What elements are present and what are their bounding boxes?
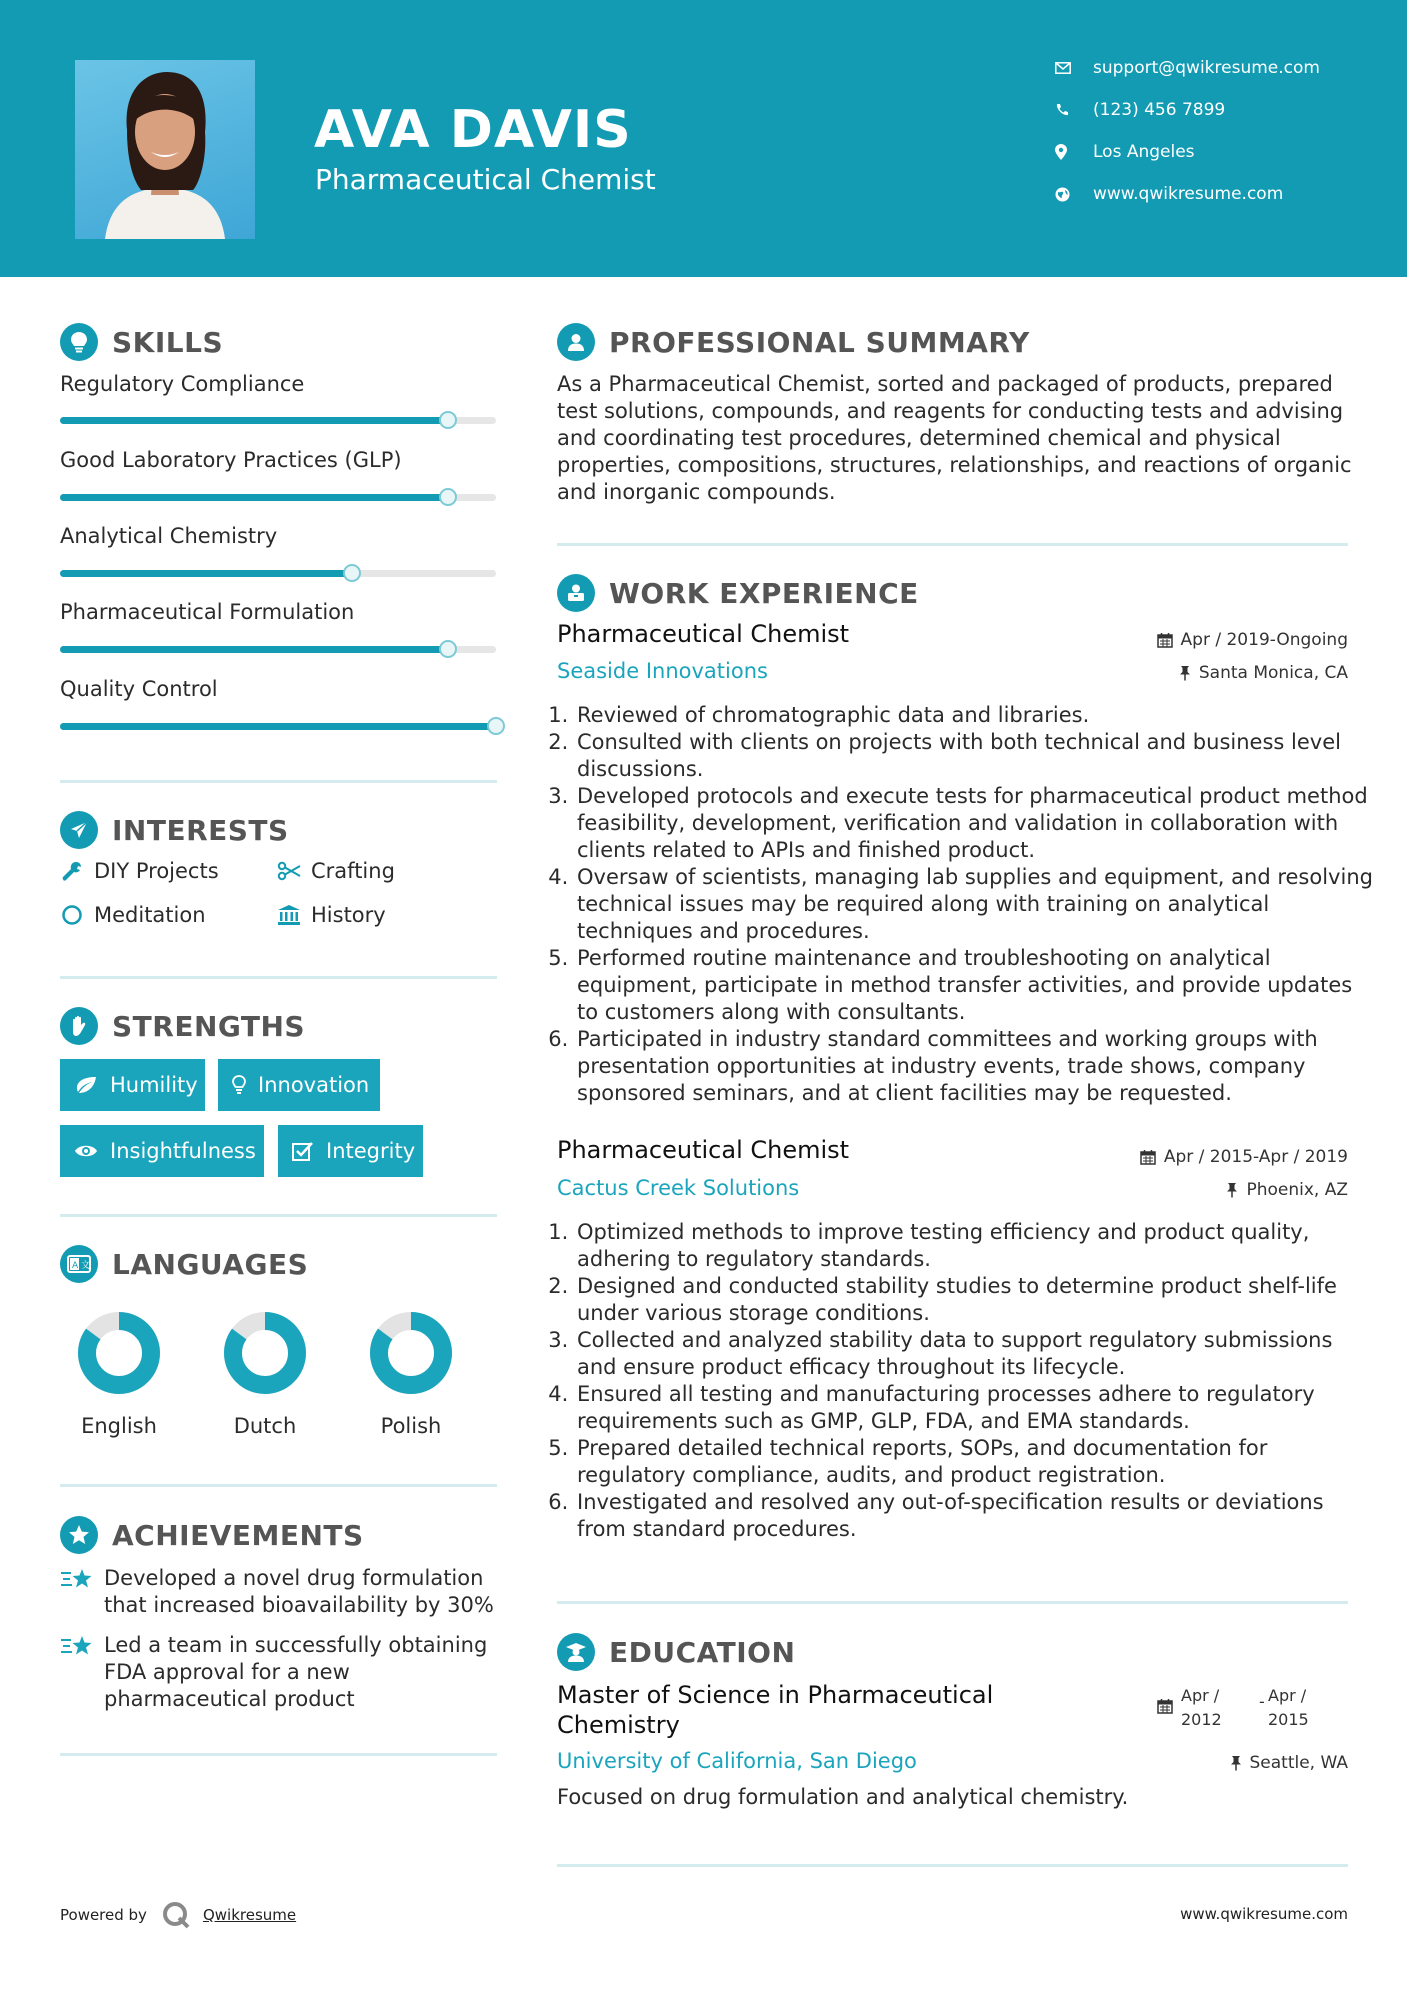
experience-title: WORK EXPERIENCE <box>609 576 919 610</box>
section-divider <box>60 1484 497 1487</box>
job-location <box>1179 663 1348 683</box>
lightbulb-icon <box>232 1075 246 1095</box>
hand-icon <box>60 1007 98 1045</box>
strength-label: Insightfulness <box>110 1139 256 1163</box>
achievements-title: ACHIEVEMENTS <box>112 1518 364 1552</box>
interest-item <box>60 859 219 883</box>
interests-heading <box>60 811 289 849</box>
svg-text:A: A <box>72 1261 79 1271</box>
education-heading <box>557 1633 795 1671</box>
language-ring <box>368 1310 454 1396</box>
job-location-text: Santa Monica, CA <box>1198 663 1348 683</box>
contact-location <box>1055 142 1195 162</box>
strength-tag <box>218 1059 380 1111</box>
location-text: Los Angeles <box>1093 142 1195 162</box>
achievements-heading <box>60 1516 364 1554</box>
language-label: Dutch <box>233 1414 297 1438</box>
language-ring <box>76 1310 162 1396</box>
profile-photo <box>75 60 255 239</box>
map-pin-icon <box>1055 144 1085 160</box>
interest-item <box>277 903 386 927</box>
email-text: support@qwikresume.com <box>1093 58 1320 78</box>
job-dates-text: Apr / 2019-Ongoing <box>1180 630 1348 650</box>
skill-label: Quality Control <box>60 677 218 701</box>
achievement-text: Developed a novel drug formulation that increased bioavailability by 30% <box>104 1566 494 1617</box>
skill-label: Pharmaceutical Formulation <box>60 600 355 624</box>
skill-bar-knob <box>343 564 361 582</box>
skill-bar-fill <box>60 646 448 653</box>
duty-item: 3. Collected and analyzed stability data to support regulatory submissions and ensure product efficacy throughout its lifecycle. <box>575 1327 1375 1381</box>
section-divider <box>557 1864 1348 1867</box>
job-duties <box>557 1219 1375 1543</box>
skills-title: SKILLS <box>112 325 224 359</box>
section-divider <box>60 780 497 783</box>
school-name: University of California, San Diego <box>557 1749 917 1773</box>
degree-title: Master of Science in Pharmaceutical Chemistry <box>557 1681 994 1739</box>
duty-item: 5. Prepared detailed technical reports, SOPs, and documentation for regulatory compliance, audits, and product registration. <box>575 1435 1375 1489</box>
candidate-title: Pharmaceutical Chemist <box>315 163 656 196</box>
phone-icon <box>1055 103 1085 117</box>
leaf-icon <box>74 1076 98 1094</box>
job-title: Pharmaceutical Chemist <box>557 1136 850 1164</box>
duty-item: 3. Developed protocols and execute tests for pharmaceutical product method feasibility, development, verification and validation in collaboration with clients related to APIs and finished product. <box>575 783 1375 864</box>
strength-label: Innovation <box>258 1073 370 1097</box>
skill-bar-knob <box>439 488 457 506</box>
skill-label: Regulatory Compliance <box>60 372 305 396</box>
education-end: Apr / 2015 <box>1268 1686 1309 1729</box>
duty-item: 1. Optimized methods to improve testing efficiency and product quality, adhering to regulatory standards. <box>575 1219 1375 1273</box>
skill-label: Analytical Chemistry <box>60 524 278 548</box>
strength-tag <box>60 1059 205 1111</box>
skill-bar-fill <box>60 723 496 730</box>
skill-bar <box>60 723 496 730</box>
interests-title: INTERESTS <box>112 813 289 847</box>
skill-bar-fill <box>60 570 352 577</box>
qwikresume-logo-icon <box>161 1900 191 1930</box>
briefcase-icon <box>557 574 595 612</box>
skill-label: Good Laboratory Practices (GLP) <box>60 448 402 472</box>
summary-title: PROFESSIONAL SUMMARY <box>609 325 1030 359</box>
summary-heading <box>557 323 1030 361</box>
section-divider <box>60 976 497 979</box>
powered-by-text: Powered by <box>60 1906 147 1924</box>
section-divider <box>60 1214 497 1217</box>
phone-text: (123) 456 7899 <box>1093 100 1226 120</box>
skill-bar-knob <box>439 640 457 658</box>
interest-label: Crafting <box>311 859 395 883</box>
skill-bar-fill <box>60 417 448 424</box>
brand-link[interactable]: Qwikresume <box>202 1906 297 1924</box>
education-title: EDUCATION <box>609 1635 796 1669</box>
graduate-icon <box>557 1633 595 1671</box>
experience-heading <box>557 574 919 612</box>
strengths-title: STRENGTHS <box>112 1009 306 1043</box>
skill-bar <box>60 494 496 501</box>
language-label: English <box>81 1414 157 1438</box>
job-location <box>1226 1180 1348 1200</box>
skill-bar-knob <box>439 411 457 429</box>
duty-item: 2. Consulted with clients on projects with both technical and business level discussions. <box>575 729 1375 783</box>
pushpin-icon <box>1179 665 1191 681</box>
duty-item: 5. Performed routine maintenance and troubleshooting on analytical equipment, participate in method transfer activities, and provide updates to customers along with consultants. <box>575 945 1375 1026</box>
strength-tag <box>60 1125 264 1177</box>
footer-powered-by <box>60 1900 296 1930</box>
lightbulb-icon <box>60 323 98 361</box>
section-divider <box>557 543 1348 546</box>
summary-text: As a Pharmaceutical Chemist, sorted and packaged of products, prepared test solutions, compounds, and reagents for conducting tests and advising and coordinating test procedures, determined chemical and physical properties, compositions, structures, relationships, and reactions of organic and inorganic compounds. <box>557 372 1352 504</box>
education-start: Apr / 2012 <box>1181 1686 1222 1729</box>
language-label: Polish <box>380 1414 442 1438</box>
duty-item: 1. Reviewed of chromatographic data and libraries. <box>575 702 1375 729</box>
section-divider <box>60 1753 497 1756</box>
website-text: www.qwikresume.com <box>1093 184 1284 204</box>
job-location-text: Phoenix, AZ <box>1246 1180 1348 1200</box>
interest-item <box>60 903 206 927</box>
calendar-icon <box>1157 1698 1173 1718</box>
job-dates <box>1157 630 1348 650</box>
job-duties <box>557 702 1375 1107</box>
education-location-text: Seattle, WA <box>1249 1753 1348 1773</box>
wrench-icon <box>60 860 84 882</box>
language-icon <box>60 1245 98 1283</box>
duty-item: 4. Oversaw of scientists, managing lab supplies and equipment, and resolving technical issues may be required along with training on analytical techniques and procedures. <box>575 864 1375 945</box>
star-badge-icon <box>60 1516 98 1554</box>
achievement-item <box>60 1632 500 1713</box>
job-dates-text: Apr / 2015-Apr / 2019 <box>1163 1147 1348 1167</box>
skill-bar <box>60 417 496 424</box>
contact-phone[interactable] <box>1055 100 1225 120</box>
calendar-icon <box>1157 632 1173 648</box>
company-name: Seaside Innovations <box>557 659 768 683</box>
svg-text:文: 文 <box>81 1261 91 1271</box>
check-square-icon <box>292 1141 314 1161</box>
eye-icon <box>74 1143 98 1159</box>
globe-icon <box>1055 187 1085 202</box>
scissors-icon <box>277 861 301 881</box>
user-icon <box>557 323 595 361</box>
education-description: Focused on drug formulation and analytical chemistry. <box>557 1785 1129 1809</box>
interest-label: History <box>311 903 386 927</box>
company-name: Cactus Creek Solutions <box>557 1176 800 1200</box>
section-divider <box>557 1601 1348 1604</box>
duty-item: 4. Ensured all testing and manufacturing processes adhere to regulatory requirements such as GMP, GLP, FDA, and EMA standards. <box>575 1381 1375 1435</box>
achievement-item <box>60 1565 500 1619</box>
museum-icon <box>277 904 301 926</box>
envelope-icon <box>1055 62 1085 74</box>
contact-website[interactable] <box>1055 184 1283 204</box>
interest-label: Meditation <box>94 903 206 927</box>
interest-label: DIY Projects <box>94 859 219 883</box>
strength-tag <box>278 1125 423 1177</box>
job-title: Pharmaceutical Chemist <box>557 620 850 648</box>
strengths-heading <box>60 1007 305 1045</box>
interest-item <box>277 859 395 883</box>
footer-website[interactable]: www.qwikresume.com <box>1180 1905 1348 1923</box>
duty-item: 6. Investigated and resolved any out-of-specification results or deviations from standard procedures. <box>575 1489 1375 1543</box>
duty-item: 2. Designed and conducted stability studies to determine product shelf-life under various storage conditions. <box>575 1273 1375 1327</box>
paper-plane-icon <box>60 811 98 849</box>
achievement-text: Led a team in successfully obtaining FDA approval for a new pharmaceutical product <box>104 1633 488 1711</box>
circle-icon <box>60 904 84 926</box>
header-banner <box>0 0 1407 277</box>
pushpin-icon <box>1226 1182 1238 1198</box>
skill-bar-knob <box>487 717 505 735</box>
strength-label: Humility <box>110 1073 198 1097</box>
education-date-separator: - <box>1259 1692 1265 1711</box>
education-location <box>1230 1753 1349 1773</box>
contact-email[interactable] <box>1055 58 1320 78</box>
shooting-star-icon <box>60 1565 104 1619</box>
language-ring <box>222 1310 308 1396</box>
candidate-name: AVA DAVIS <box>314 100 632 160</box>
skill-bar-fill <box>60 494 448 501</box>
languages-heading <box>60 1245 308 1283</box>
skills-heading <box>60 323 223 361</box>
shooting-star-icon <box>60 1632 104 1713</box>
pushpin-icon <box>1230 1755 1242 1771</box>
calendar-icon <box>1140 1149 1156 1165</box>
skill-bar <box>60 570 496 577</box>
job-dates <box>1140 1147 1348 1167</box>
duty-item: 6. Participated in industry standard committees and working groups with presentation opportunities at industry events, trade shows, company sponsored seminars, and at client facilities may be requested. <box>575 1026 1375 1107</box>
strength-label: Integrity <box>326 1139 416 1163</box>
skill-bar <box>60 646 496 653</box>
languages-title: LANGUAGES <box>112 1247 309 1281</box>
